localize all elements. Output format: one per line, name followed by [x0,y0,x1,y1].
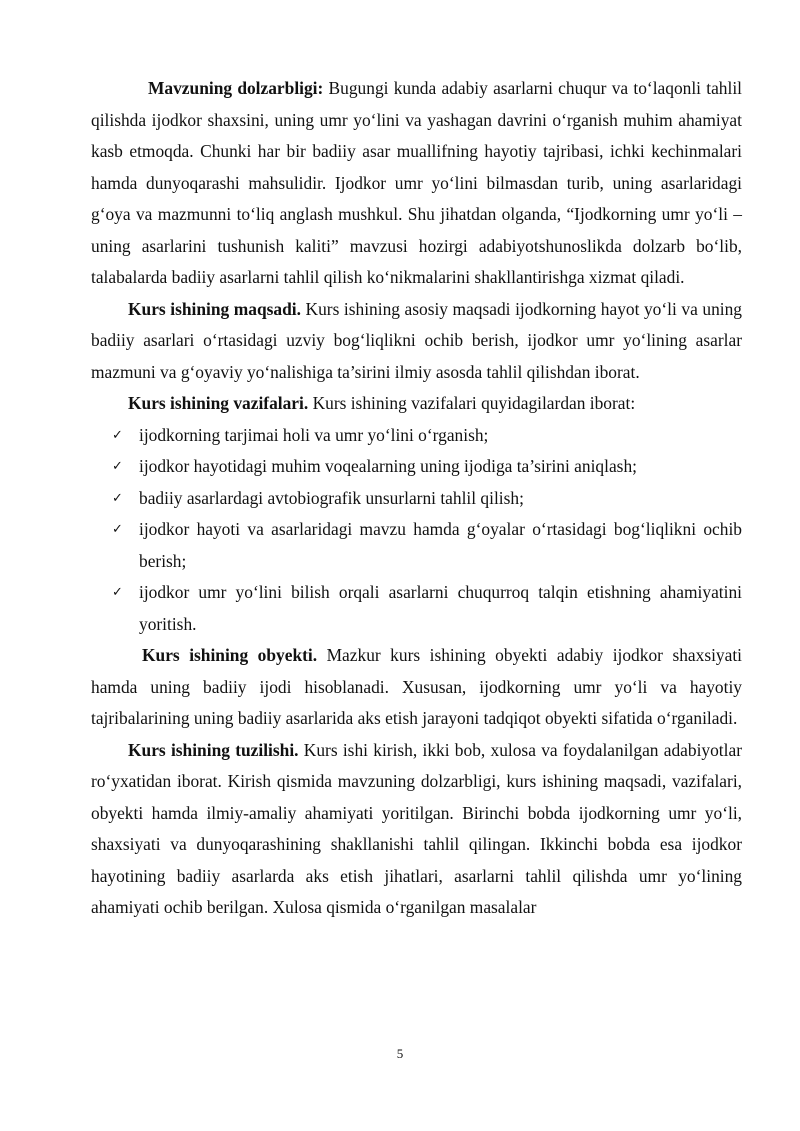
list-item [91,483,742,515]
page-content [91,73,742,924]
checkmark-icon: ✓ [112,427,123,443]
structure-text: Kurs ishi kirish, ikki bob, xulosa va foydalanilgan adabiyotlar ro‘yxatidan iborat. Kirish qismida mavzuning dolzarbligi, kurs ishining maqsadi, vazifalari, obyekti hamda ilmiy-amaliy ahamiyati yoritilgan. Birinchi bobda ijodkorning umr yo‘li, shaxsiyati va dunyoqarashining shakllanishi tahlil qilingan. Ikkinchi bobda esa ijodkor hayotining badiiy asarlarda aks etish jihatlari, asarlarni tahlil qilishda umr yo‘lining ahamiyati ochib berilgan. Xulosa qismida o‘rganilgan masalalar [91,739,742,917]
list-item-text: ijodkor hayotidagi muhim voqealarning uning ijodiga ta’sirini aniqlash; [139,456,637,476]
list-item-text: ijodkor umr yo‘lini bilish orqali asarlarni chuqurroq talqin etishning ahamiyatini yoritish. [139,582,742,634]
checkmark-icon: ✓ [112,490,123,506]
structure-paragraph [91,735,742,924]
relevance-text: Bugungi kunda adabiy asarlarni chuqur va to‘laqonli tahlil qilishda ijodkor shaxsini, uning umr yo‘lini va yashagan davrini o‘rganish muhim ahamiyat kasb etmoqda. Chunki har bir badiiy asar muallifning hayotiy tajribasi, ichki kechinmalari hamda dunyoqarashi mahsulidir. Ijodkor umr yo‘lini bilmasdan turib, uning asarlaridagi g‘oya va mazmunni to‘liq anglash mushkul. Shu jihatdan olganda, “Ijodkorning umr yo‘li – uning asarlarini tushunish kaliti” mavzusi hozirgi adabiyotshunoslikda dolzarb bo‘lib, talabalarda badiiy asarlarni tahlil qilish ko‘nikmalarini shakllantirishga xizmat qiladi. [91,78,742,287]
list-item [91,420,742,452]
tasks-paragraph [91,388,742,420]
page-number: 5 [396,1046,404,1061]
goal-paragraph [91,294,742,389]
checkmark-icon: ✓ [112,585,123,600]
goal-text: Kurs ishining asosiy maqsadi ijodkorning hayot yo‘li va uning badiiy asarlari o‘rtasidagi uzviy bog‘liqlikni ochib berish, ijodkor umr yo‘lining asarlar mazmuni va g‘oyaviy yo‘nalishiga ta’sirini ilmiy asosda tahlil qilishdan iborat. [91,298,742,382]
list-item-text: ijodkorning tarjimai holi va umr yo‘lini o‘rganish; [139,424,489,445]
list-item-text: badiiy asarlardagi avtobiografik unsurlarni tahlil qilish; [139,487,524,508]
list-item-text: ijodkor hayoti va asarlaridagi mavzu hamda g‘oyalar o‘rtasidagi bog‘liqlikni ochib berish; [139,519,742,571]
relevance-paragraph [91,73,742,294]
tasks-heading: Kurs ishining vazifalari. [128,393,309,413]
list-item [91,514,742,577]
list-item [91,577,742,640]
list-item [91,451,742,483]
object-heading: Kurs ishining obyekti. [142,645,318,665]
tasks-list [91,420,742,641]
checkmark-icon: ✓ [112,522,123,537]
structure-heading: Kurs ishining tuzilishi. [128,739,299,760]
object-paragraph [91,640,742,735]
tasks-text: Kurs ishining vazifalari quyidagilardan iborat: [308,393,636,413]
object-text: Mazkur kurs ishining obyekti adabiy ijodkor shaxsiyati hamda uning badiiy ijodi hisoblanadi. Xususan, ijodkorning umr yo‘li va hayotiy tajribalarining uning badiiy asarlarida aks etish jarayoni tadqiqot obyekti sifatida o‘rganiladi. [91,645,742,728]
goal-heading: Kurs ishining maqsadi. [128,298,301,319]
relevance-heading: Mavzuning dolzarbligi: [148,78,324,98]
checkmark-icon: ✓ [112,459,123,474]
